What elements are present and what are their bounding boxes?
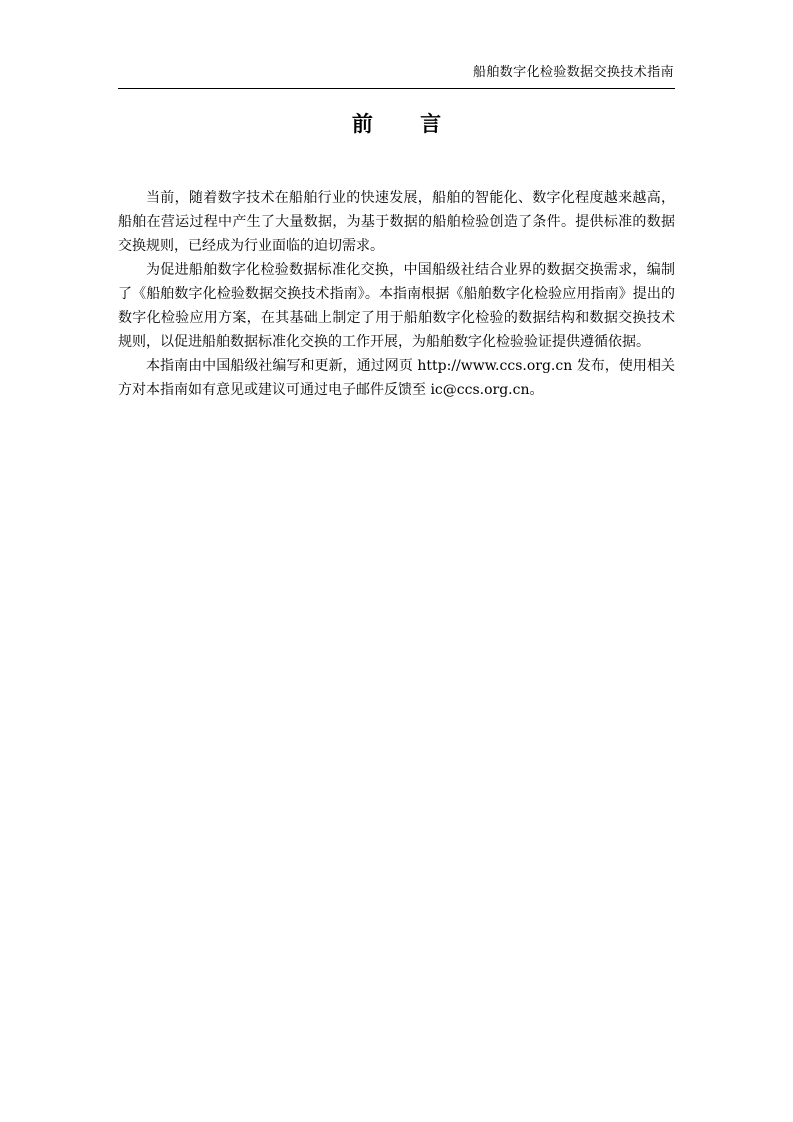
paragraph-contact: 本指南由中国船级社编写和更新，通过网页 http://www.ccs.org.cn 发布，使用相关方对本指南如有意见或建议可通过电子邮件反馈至 ic@ccs.org.cn。 — [118, 358, 675, 398]
body-text — [118, 186, 675, 402]
paragraph-purpose: 为促进船舶数字化检验数据标准化交换，中国船级社结合业界的数据交换需求，编制了《船舶数字化检验数据交换技术指南》。本指南根据《船舶数字化检验应用指南》提出的数字化检验应用方案，在其基础上制定了用于船舶数字化检验的数据结构和数据交换技术规则，以促进船舶数据标准化交换的工作开展，为船舶数字化检验验证提供遵循依据。 — [118, 262, 675, 350]
paragraph-background: 当前，随着数字技术在船舶行业的快速发展，船舶的智能化、数字化程度越来越高，船舶在营运过程中产生了大量数据，为基于数据的船舶检验创造了条件。提供标准的数据交换规则，已经成为行业面临的迫切需求。 — [118, 190, 675, 254]
section-title: 前 言 — [351, 111, 462, 136]
header-rule — [118, 88, 675, 89]
running-header: 船舶数字化检验数据交换技术指南 — [472, 65, 674, 80]
